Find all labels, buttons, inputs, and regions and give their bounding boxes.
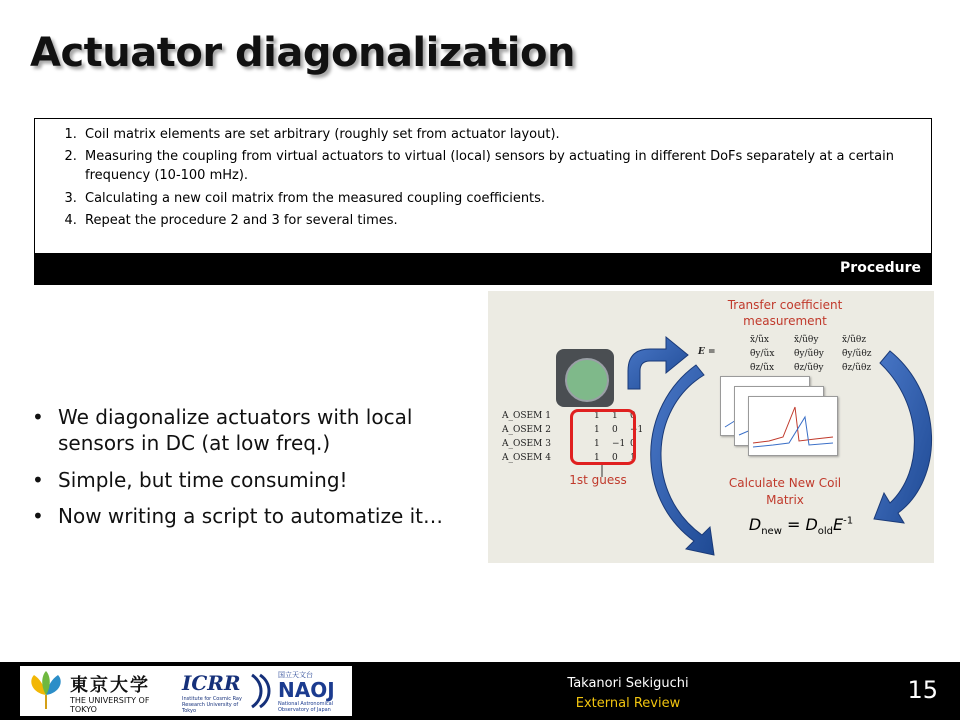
naoj-logo-sub: National Astronomical Observatory of Japan [278, 701, 334, 713]
matrix-e-symbol: E = [698, 347, 716, 357]
matrix-cell: 0 [630, 411, 636, 421]
first-guess-label: 1st guess [569, 473, 627, 487]
procedure-step: 2. Measuring the coupling from virtual actuators to virtual (local) sensors by actuating in different DoFs separately at a certain frequency (10-100 mHz). [81, 147, 917, 185]
procedure-step: 4. Repeat the procedure 2 and 3 for several times. [81, 211, 917, 230]
formula-e: E [833, 515, 844, 534]
formula-equals: = [781, 515, 806, 534]
icrr-arc-icon [248, 671, 272, 711]
procedure-label: Procedure [35, 253, 931, 284]
matrix-cell: 1 [630, 453, 636, 463]
icrr-logo [178, 669, 274, 713]
update-formula [736, 515, 866, 537]
matrix-cell: −1 [630, 425, 644, 435]
formula-d-old: D [805, 515, 818, 534]
matrix-cell: 0 [612, 425, 618, 435]
naoj-logo-text: NAOJ [278, 678, 335, 702]
bullet-item: • Simple, but time consuming! [30, 467, 480, 493]
transfer-measurement-label: Transfer coefficient measurement [727, 298, 843, 328]
matrix-cell: θ̃y/ũθy [794, 349, 824, 359]
actuator-photo [556, 349, 614, 407]
matrix-cell: 0 [630, 439, 636, 449]
slide-title: Actuator diagonalization [30, 30, 575, 76]
matrix-row-label: A_OSEM 1 [502, 411, 551, 421]
institution-logos [20, 666, 352, 716]
matrix-row-label: A_OSEM 3 [502, 439, 551, 449]
matrix-cell: 1 [594, 453, 600, 463]
matrix-cell: x̃/ũθz [842, 335, 867, 345]
matrix-cell: −1 [612, 439, 626, 449]
procedure-steps [35, 119, 931, 230]
procedure-box [34, 118, 932, 285]
naoj-logo-ja: 国立天文台 [278, 671, 313, 679]
naoj-logo [276, 669, 350, 713]
footer-bar [0, 662, 960, 720]
matrix-cell: θ̃z/ũθz [842, 363, 872, 373]
matrix-row-label: A_OSEM 4 [502, 453, 551, 463]
matrix-cell: x̃/ũx [750, 335, 769, 345]
formula-sup: -1 [843, 515, 854, 527]
tokyo-logo-ja: 東京大学 [70, 675, 150, 696]
matrix-cell: θ̃y/ũθz [842, 349, 872, 359]
formula-sub-new: new [761, 526, 782, 538]
presenter-info [528, 674, 728, 714]
diagonalization-cycle-figure [488, 291, 934, 563]
icrr-logo-text: ICRR [182, 671, 241, 695]
procedure-step: 3. Calculating a new coil matrix from the measured coupling coefficients. [81, 189, 917, 208]
page-number: 15 [907, 676, 938, 704]
tokyo-logo-en: THE UNIVERSITY OF TOKYO [70, 696, 150, 714]
matrix-row-label: A_OSEM 2 [502, 425, 551, 435]
ginkgo-icon [24, 669, 68, 713]
formula-d-new: D [748, 515, 762, 534]
formula-sub-old: old [817, 526, 834, 538]
bullet-list [30, 404, 480, 540]
presenter-name: Takanori Sekiguchi [567, 676, 689, 691]
bullet-item: • We diagonalize actuators with local sensors in DC (at low freq.) [30, 404, 480, 457]
university-of-tokyo-logo [24, 669, 174, 713]
matrix-cell: θ̃y/ũx [750, 349, 775, 359]
matrix-cell: 1 [594, 411, 600, 421]
actuator-disc-icon [565, 358, 609, 402]
spectrum-plot [748, 396, 838, 456]
event-name: External Review [575, 696, 681, 711]
bullet-item: • Now writing a script to automatize it… [30, 503, 480, 529]
matrix-cell: x̃/ũθy [794, 335, 819, 345]
matrix-cell: 1 [594, 439, 600, 449]
matrix-cell: θ̃z/ũx [750, 363, 775, 373]
calculate-label: Calculate New Coil Matrix [728, 476, 842, 507]
matrix-cell: 1 [594, 425, 600, 435]
matrix-cell: 0 [612, 453, 618, 463]
procedure-step: 1. Coil matrix elements are set arbitrary (roughly set from actuator layout). [81, 125, 917, 144]
first-guess-highlight [570, 409, 636, 465]
measurement-plots [720, 376, 840, 456]
transfer-matrix [698, 333, 888, 379]
matrix-cell: θ̃z/ũθy [794, 363, 824, 373]
matrix-cell: 1 [612, 411, 618, 421]
icrr-logo-sub: Institute for Cosmic Ray Research University of Tokyo [182, 696, 242, 714]
